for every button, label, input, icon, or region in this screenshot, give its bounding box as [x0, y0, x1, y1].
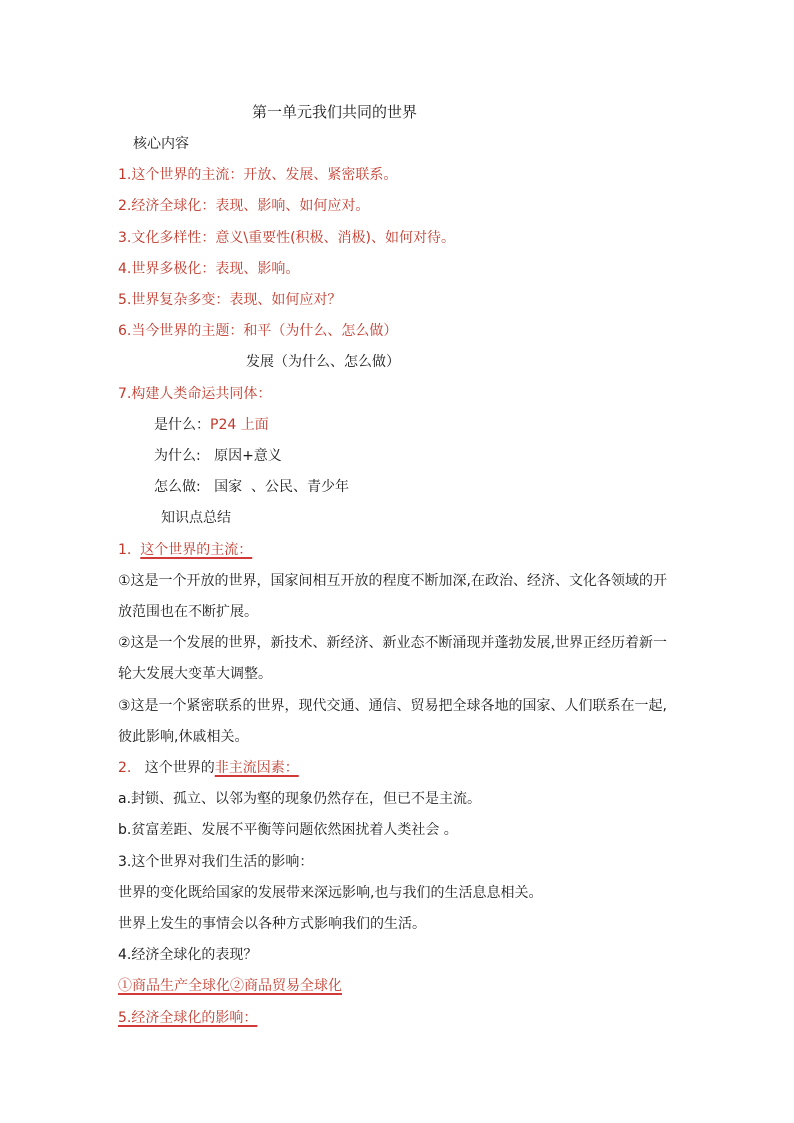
- item7-what-label: 是什么：: [154, 417, 210, 433]
- section-1-title: 这个世界的主流：: [140, 542, 253, 558]
- section-4-answer: ①商品生产全球化②商品贸易全球化: [118, 978, 342, 994]
- section-4-heading: 4.经济全球化的表现？: [118, 947, 258, 963]
- core-item-2: 2.经济全球化：表现、影响、如何应对。: [118, 198, 370, 214]
- item7-how: 怎么做: 国家 、公民、青少年: [154, 479, 349, 495]
- section-2-title: 非主流因素：: [214, 760, 299, 776]
- section-2-heading: [118, 759, 299, 777]
- item7-what: [154, 416, 269, 434]
- item7-what-value: P24 上面: [210, 417, 269, 433]
- section-2-item-b: b.贫富差距、发展不平衡等问题依然困扰着人类社会 。: [118, 822, 458, 838]
- section-1-heading: [118, 541, 252, 559]
- section-2-item-a: a.封锁、孤立、以邻为壑的现象仍然存在，但已不是主流。: [118, 791, 482, 807]
- core-item-5: 5.世界复杂多变：表现、如何应对？: [118, 292, 342, 308]
- core-item-4: 4.世界多极化：表现、影响。: [118, 261, 300, 277]
- core-item-1: 1.这个世界的主流：开放、发展、紧密联系。: [118, 167, 398, 183]
- section-1-paragraph-2b: 轮大发展大变革大调整。: [118, 666, 272, 682]
- core-item-3: 3.文化多样性：意义\重要性(积极、消极)、如何对待。: [118, 230, 455, 246]
- section-2-number: 2.: [118, 760, 132, 776]
- section-1-number: 1.: [118, 542, 132, 558]
- core-item-7: 7.构建人类命运共同体：: [118, 386, 272, 402]
- core-heading: 核心内容: [133, 136, 189, 152]
- section-3-paragraph-2: 世界上发生的事情会以各种方式影响我们的生活。: [118, 916, 426, 932]
- section-1-paragraph-2a: ②这是一个发展的世界，新技术、新经济、新业态不断涌现并蓬勃发展,世界正经历着新一: [118, 635, 667, 651]
- section-2-prefix: 这个世界的: [144, 760, 215, 776]
- section-1-paragraph-1b: 放范围也在不断扩展。: [118, 604, 258, 620]
- section-1-paragraph-1a: ①这是一个开放的世界，国家间相互开放的程度不断加深,在政治、经济、文化各领域的开: [118, 573, 667, 589]
- item7-why: 为什么: 原因+意义: [154, 448, 282, 464]
- theme-development: 发展（为什么、怎么做）: [246, 354, 400, 370]
- section-3-paragraph-1: 世界的变化既给国家的发展带来深远影响,也与我们的生活息息相关。: [118, 885, 543, 901]
- section-3-heading: 3.这个世界对我们生活的影响：: [118, 854, 314, 870]
- document-title: 第一单元我们共同的世界: [252, 103, 418, 121]
- core-item-6: 6.当今世界的主题：和平（为什么、怎么做）: [118, 323, 398, 339]
- section-1-paragraph-3b: 彼此影响,休戚相关。: [118, 729, 249, 745]
- summary-heading: 知识点总结: [161, 510, 231, 526]
- section-5-heading: 5.经济全球化的影响：: [118, 1010, 258, 1026]
- section-1-paragraph-3a: ③这是一个紧密联系的世界，现代交通、通信、贸易把全球各地的国家、人们联系在一起,: [118, 698, 667, 714]
